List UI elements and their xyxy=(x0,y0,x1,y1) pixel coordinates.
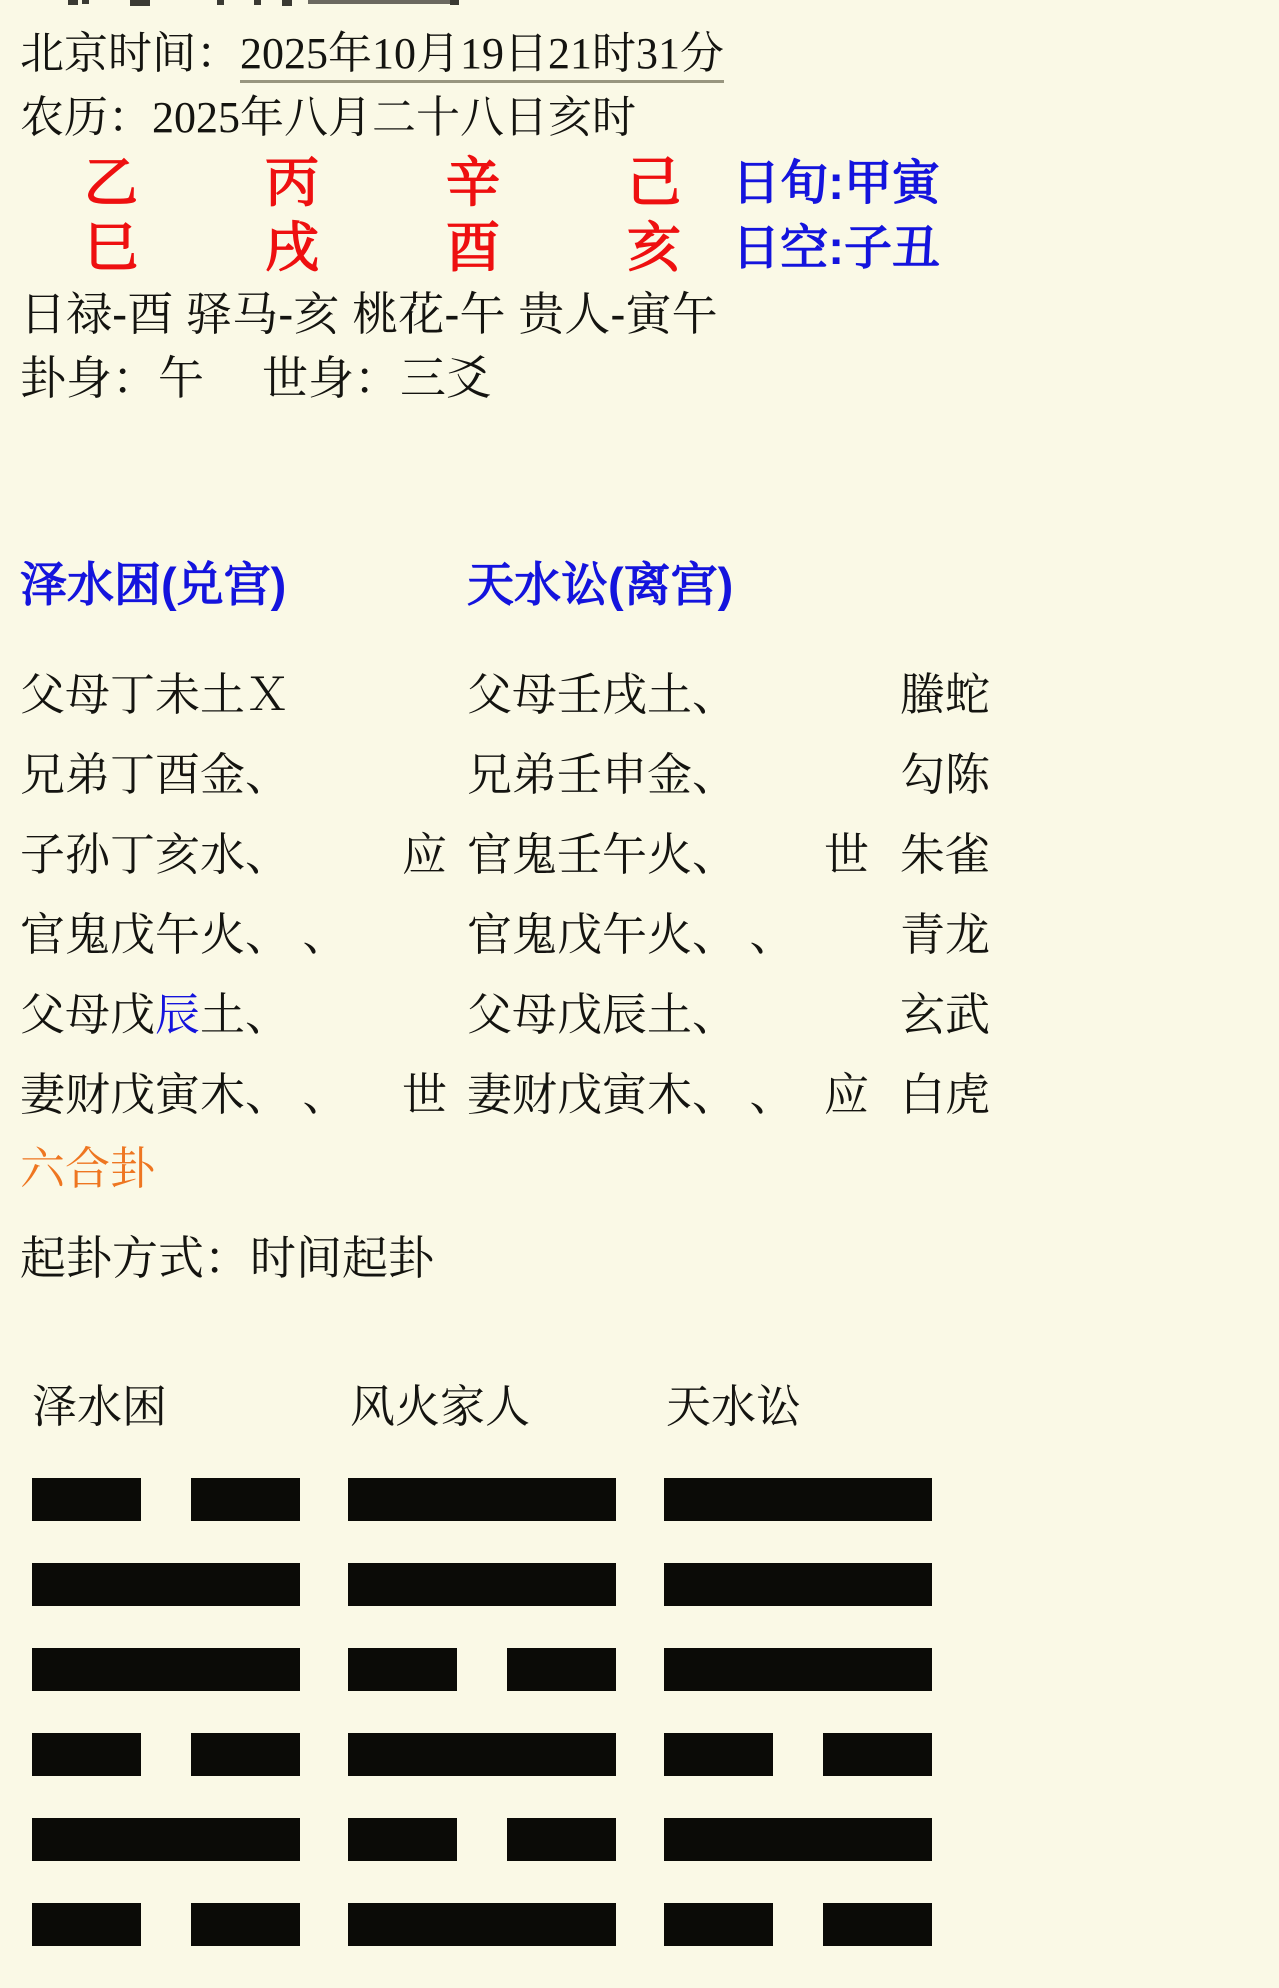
changed-line-text: 官鬼壬午火、 xyxy=(467,828,738,880)
yang-line xyxy=(348,1563,616,1606)
yin-line xyxy=(664,1733,932,1776)
changed-line-text: 父母戊辰土、 xyxy=(467,988,738,1040)
main-line-text: 父母戊辰土、 xyxy=(20,988,291,1040)
yang-line xyxy=(664,1478,932,1521)
hexagram-diagram xyxy=(664,1478,932,1988)
year-stem: 乙 xyxy=(84,153,138,213)
yao-row-3 xyxy=(20,890,1279,970)
day-xun-label: 日旬:甲寅 xyxy=(732,157,941,210)
changed-world-marker: 世 xyxy=(824,828,870,880)
yin-line xyxy=(32,1733,300,1776)
earthly-branches-row xyxy=(20,217,1279,280)
yao-row-5 xyxy=(20,730,1279,810)
cropped-text-remnant xyxy=(20,0,1279,16)
guashen-value: 午 xyxy=(158,352,204,404)
beijing-time-value[interactable]: 2025年10月19日21时31分 xyxy=(240,29,724,83)
yang-line xyxy=(32,1818,300,1861)
yang-line xyxy=(348,1903,616,1946)
beijing-time-label: 北京时间： xyxy=(20,29,240,78)
bottom-title-changed: 天水讼 xyxy=(666,1381,802,1432)
casting-method-label: 起卦方式： xyxy=(20,1232,250,1284)
guashen-line xyxy=(20,350,1279,406)
yang-line xyxy=(32,1648,300,1691)
day-branch: 酉 xyxy=(446,218,501,278)
day-stem: 辛 xyxy=(446,153,501,213)
casting-method-line xyxy=(20,1230,1279,1286)
main-line-text: 妻财戊寅木、 、 xyxy=(20,1068,348,1120)
main-line-text: 兄弟丁酉金、 xyxy=(20,748,291,800)
yang-line xyxy=(664,1818,932,1861)
changed-world-marker: 应 xyxy=(824,1068,870,1120)
changed-line-text: 妻财戊寅木、 、 xyxy=(467,1068,795,1120)
main-line-text: 父母丁未土Ｘ xyxy=(20,668,291,720)
yang-line xyxy=(348,1733,616,1776)
hexagram-headers xyxy=(20,556,1279,614)
beijing-time-line xyxy=(20,26,1279,82)
month-branch: 戌 xyxy=(265,218,320,278)
yin-line xyxy=(32,1478,300,1521)
yang-line xyxy=(664,1563,932,1606)
yin-line xyxy=(348,1648,616,1691)
yin-line xyxy=(664,1903,932,1946)
yao-row-2 xyxy=(20,970,1279,1050)
hexagram-bars xyxy=(20,1478,1279,1988)
main-world-marker: 应 xyxy=(402,828,448,880)
main-world-marker: 世 xyxy=(402,1068,448,1120)
main-hexagram-title: 泽水困(兑宫) xyxy=(20,558,287,611)
six-god-label: 朱雀 xyxy=(900,828,991,880)
hour-branch: 亥 xyxy=(627,218,682,278)
six-god-label: 螣蛇 xyxy=(900,668,991,720)
shensha-line: 日禄-酉 驿马-亥 桃花-午 贵人-寅午 xyxy=(20,288,718,340)
yao-rows xyxy=(20,650,1279,1130)
six-god-label: 勾陈 xyxy=(900,748,991,800)
shishen-label: 世身： xyxy=(262,352,400,404)
six-god-label: 玄武 xyxy=(900,988,991,1040)
month-stem: 丙 xyxy=(265,153,320,213)
lunar-date-line xyxy=(20,90,1279,146)
shishen-value: 三爻 xyxy=(400,352,492,404)
liuhe-tag: 六合卦 xyxy=(20,1143,156,1194)
main-line-text: 子孙丁亥水、 xyxy=(20,828,291,880)
changed-hexagram-title: 天水讼(离宫) xyxy=(467,558,734,611)
changed-line-text: 官鬼戊午火、 、 xyxy=(467,908,795,960)
changed-line-text: 父母壬戌土、 xyxy=(467,668,738,720)
lunar-date-value: 2025年八月二十八日亥时 xyxy=(152,93,636,142)
hour-stem: 己 xyxy=(627,153,682,213)
heavenly-stems-row xyxy=(20,152,1279,215)
bottom-hexagram-titles xyxy=(20,1380,1279,1434)
hexagram-diagram xyxy=(32,1478,300,1988)
yao-row-4 xyxy=(20,810,1279,890)
six-god-label: 青龙 xyxy=(900,908,991,960)
lunar-date-label: 农历： xyxy=(20,93,152,142)
casting-method-value: 时间起卦 xyxy=(250,1232,434,1284)
yao-row-1 xyxy=(20,1050,1279,1130)
changed-line-text: 兄弟壬申金、 xyxy=(467,748,738,800)
yin-line xyxy=(32,1903,300,1946)
main-line-text: 官鬼戊午火、 、 xyxy=(20,908,348,960)
yang-line xyxy=(664,1648,932,1691)
guashen-label: 卦身： xyxy=(20,352,158,404)
six-god-label: 白虎 xyxy=(900,1068,991,1120)
yang-line xyxy=(32,1563,300,1606)
bottom-title-main: 泽水困 xyxy=(32,1381,168,1432)
hexagram-diagram xyxy=(348,1478,616,1988)
yao-row-6 xyxy=(20,650,1279,730)
year-branch: 巳 xyxy=(84,218,138,278)
bottom-title-inner: 风火家人 xyxy=(350,1381,531,1432)
yang-line xyxy=(348,1478,616,1521)
yin-line xyxy=(348,1818,616,1861)
day-kong-label: 日空:子丑 xyxy=(732,222,941,275)
